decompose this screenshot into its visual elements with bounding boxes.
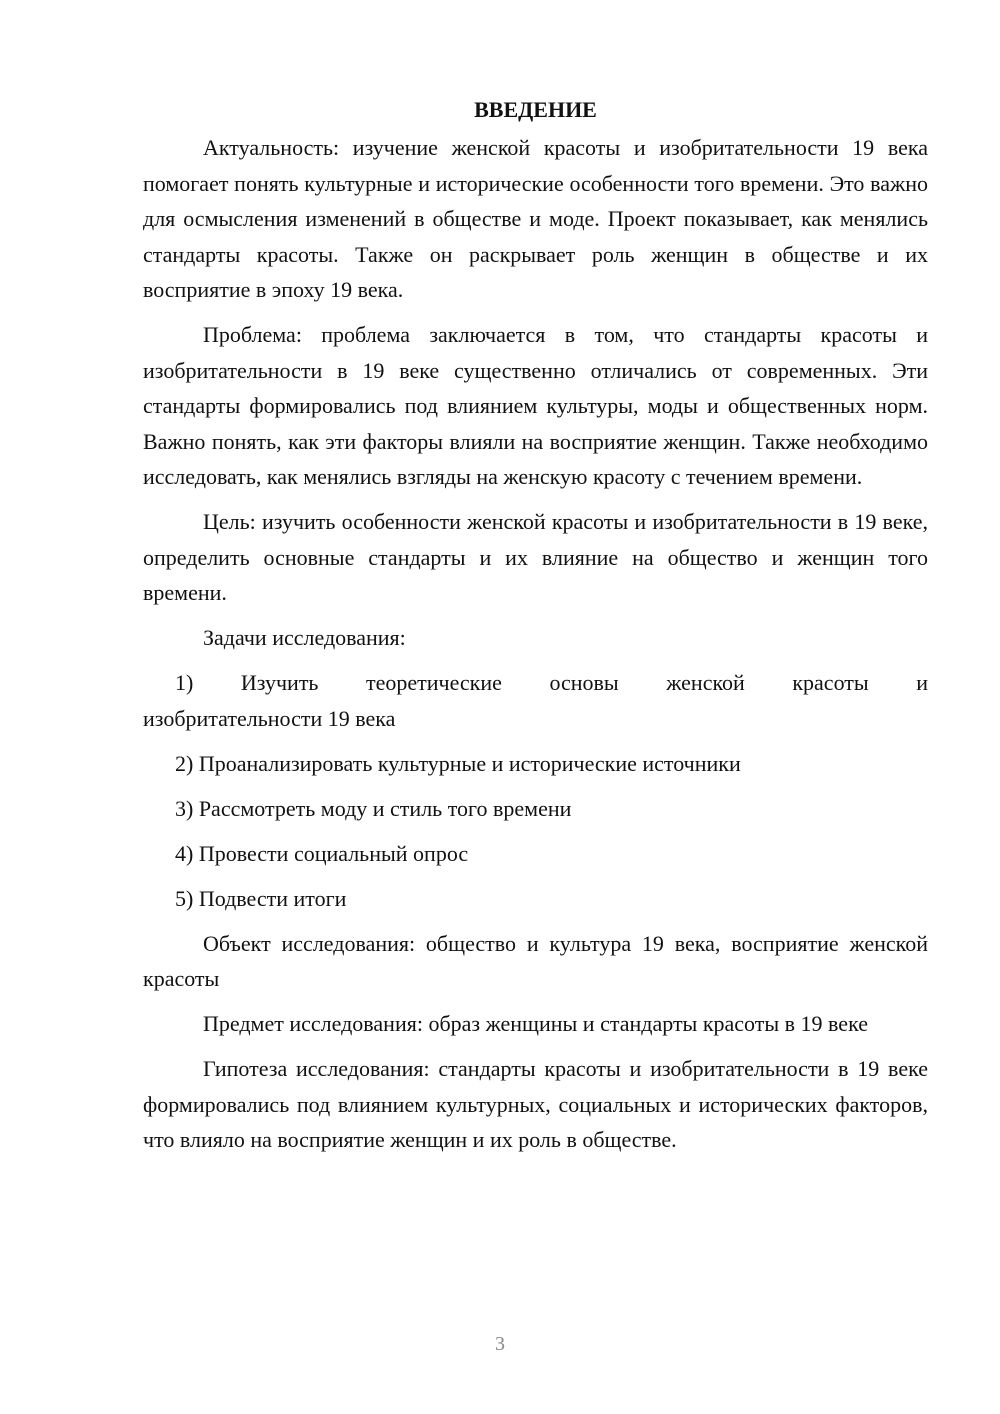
task-item-5: 5) Подвести итоги <box>175 885 347 911</box>
task-item-3: 3) Рассмотреть моду и стиль того времени <box>175 795 572 821</box>
problem-paragraph: Проблема: проблема заключается в том, что стандарты красоты и изобритательности в 19 веке существенно отличались от современных. Эти стандарты формировались под влиянием культуры, моды и общественных норм. Важно понять, как эти факторы влияли на восприятие женщин. Также необходимо исследовать, как менялись взгляды на женскую красоту с течением времени. <box>143 322 928 489</box>
object-paragraph: Объект исследования: общество и культура 19 века, восприятие женской красоты <box>143 930 928 991</box>
relevance-paragraph: Актуальность: изучение женской красоты и изобритательности 19 века помогает понять культурные и исторические особенности того времени. Это важно для осмысления изменений в обществе и моде. Проект показывает, как менялись стандарты красоты. Также он раскрывает роль женщин в обществе и их восприятие в эпоху 19 века. <box>143 135 928 302</box>
tasks-heading: Задачи исследования: <box>203 625 406 650</box>
task-item-2: 2) Проанализировать культурные и исторические источники <box>175 750 741 776</box>
task-list <box>143 665 928 916</box>
task-item-1-line-2: изобритательности 19 века <box>143 705 396 731</box>
goal-paragraph: Цель: изучить особенности женской красоты и изобритательности в 19 веке, определить основные стандарты и их влияние на общество и женщин того времени. <box>143 509 928 605</box>
document-page <box>143 92 928 1167</box>
task-item-1-line-1: 1) Изучить теоретические основы женской красоты и <box>175 670 928 695</box>
task-item-4: 4) Провести социальный опрос <box>175 840 469 866</box>
subject-paragraph: Предмет исследования: образ женщины и стандарты красоты в 19 веке <box>203 1011 868 1036</box>
page-title: ВВЕДЕНИЕ <box>474 97 597 122</box>
page-number: 3 <box>495 1333 505 1355</box>
hypothesis-paragraph: Гипотеза исследования: стандарты красоты и изобритательности в 19 веке формировались под влиянием культурных, социальных и исторических факторов, что влияло на восприятие женщин и их роль в обществе. <box>143 1056 928 1152</box>
